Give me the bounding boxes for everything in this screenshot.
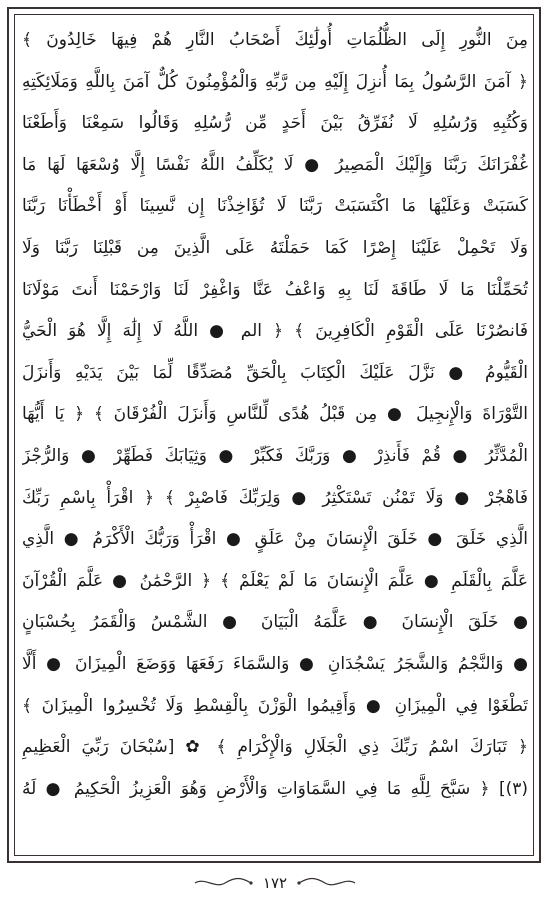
page-text-area [22, 20, 528, 852]
text-line-20 [22, 810, 528, 852]
footer-ornament-right-icon [297, 876, 357, 890]
text-line-18: ﴿ تَبَارَكَ اسْمُ رَبِّكَ ذِي الْجَلَالِ وَالْإِكْرَامِ ﴾ ✿ [سُبْحَانَ رَبِّيَ الْعَظِيمِ [22, 737, 528, 758]
text-line-11: الْمُدَّثِّرُ ● قُمْ فَأَنذِرْ ● وَرَبَّكَ فَكَبِّرْ ● وَثِيَابَكَ فَطَهِّرْ ● وَالرُّجْزَ [22, 445, 528, 466]
text-line-10: التَّوْرَاةَ وَالْإِنجِيلَ ● مِن قَبْلُ هُدًى لِّلنَّاسِ وَأَنزَلَ الْفُرْقَانَ ﴾ ﴿ يَا أَيُّهَا [22, 404, 528, 425]
text-line-16: ● وَالنَّجْمُ وَالشَّجَرُ يَسْجُدَانِ ● وَالسَّمَاءَ رَفَعَهَا وَوَضَعَ الْمِيزَانَ ● أَلَّا [22, 653, 528, 674]
text-line-19: (٣)] ﴿ سَبَّحَ لِلَّهِ مَا فِي السَّمَاوَاتِ وَالْأَرْضِ وَهُوَ الْعَزِيزُ الْحَكِيمُ ● لَهُ [22, 778, 528, 799]
text-line-7: تُحَمِّلْنَا مَا لَا طَاقَةَ لَنَا بِهِ وَاعْفُ عَنَّا وَاغْفِرْ لَنَا وَارْحَمْنَا أَنتَ مَوْلَانَا [22, 279, 528, 300]
text-line-17: تَطْغَوْا فِي الْمِيزَانِ ● وَأَقِيمُوا الْوَزْنَ بِالْقِسْطِ وَلَا تُخْسِرُوا الْمِيزَانَ ﴾ [22, 695, 528, 716]
text-line-15: ● خَلَقَ الْإِنسَانَ ● عَلَّمَهُ الْبَيَانَ ● الشَّمْسُ وَالْقَمَرُ بِحُسْبَانٍ [22, 612, 528, 633]
text-line-8: فَانصُرْنَا عَلَى الْقَوْمِ الْكَافِرِينَ ﴾ ﴿ الم ● اللَّهُ لَا إِلَٰهَ إِلَّا هُوَ الْحَيُّ [22, 321, 528, 342]
text-line-14: عَلَّمَ بِالْقَلَمِ ● عَلَّمَ الْإِنسَانَ مَا لَمْ يَعْلَمْ ﴾ ﴿ الرَّحْمَٰنُ ● عَلَّمَ الْقُرْآنَ [22, 570, 528, 591]
text-line-12: فَاهْجُرْ ● وَلَا تَمْنُن تَسْتَكْثِرُ ● وَلِرَبِّكَ فَاصْبِرْ ﴾ ﴿ اقْرَأْ بِاسْمِ رَبِّكَ [22, 487, 528, 508]
text-line-2: ﴿ آمَنَ الرَّسُولُ بِمَا أُنزِلَ إِلَيْهِ مِن رَّبِّهِ وَالْمُؤْمِنُونَ كُلٌّ آمَنَ بِاللَّهِ وَمَلَائِكَتِهِ [22, 71, 528, 92]
page-number: ١٧٢ [262, 874, 288, 892]
text-line-3: وَكُتُبِهِ وَرُسُلِهِ لَا نُفَرِّقُ بَيْنَ أَحَدٍ مِّن رُّسُلِهِ وَقَالُوا سَمِعْنَا وَأَطَعْنَا [22, 113, 528, 134]
page-footer [0, 866, 550, 900]
text-line-13: الَّذِي خَلَقَ ● خَلَقَ الْإِنسَانَ مِنْ عَلَقٍ ● اقْرَأْ وَرَبُّكَ الْأَكْرَمُ ● الَّذِي [22, 529, 528, 550]
footer-ornament-left-icon [193, 876, 253, 890]
text-line-9: الْقَيُّومُ ● نَزَّلَ عَلَيْكَ الْكِتَابَ بِالْحَقِّ مُصَدِّقًا لِّمَا بَيْنَ يَدَيْهِ وَأَنزَلَ [22, 362, 528, 383]
text-line-4: غُفْرَانَكَ رَبَّنَا وَإِلَيْكَ الْمَصِيرُ ● لَا يُكَلِّفُ اللَّهُ نَفْسًا إِلَّا وُسْعَهَا لَهَا مَا [22, 154, 528, 175]
text-line-6: وَلَا تَحْمِلْ عَلَيْنَا إِصْرًا كَمَا حَمَلْتَهُ عَلَى الَّذِينَ مِن قَبْلِنَا رَبَّنَا وَلَا [22, 237, 528, 258]
text-line-5: كَسَبَتْ وَعَلَيْهَا مَا اكْتَسَبَتْ رَبَّنَا لَا تُؤَاخِذْنَا إِن نَّسِينَا أَوْ أَخْطَأْنَا رَبَّنَا [22, 196, 528, 217]
text-line-1: مِنَ النُّورِ إِلَى الظُّلُمَاتِ أُولَٰئِكَ أَصْحَابُ النَّارِ هُمْ فِيهَا خَالِدُونَ ﴾ [22, 30, 528, 50]
